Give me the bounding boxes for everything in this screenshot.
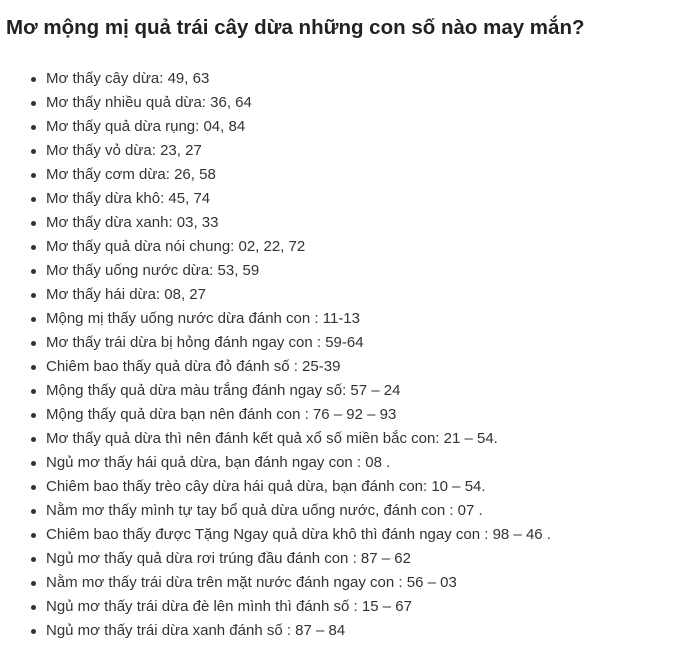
bullet-icon [31, 317, 36, 322]
list-item-text: Mơ thấy quả dừa thì nên đánh kết quả xổ số miền bắc con: 21 – 54. [46, 430, 498, 447]
bullet-icon [31, 77, 36, 82]
list-item [28, 571, 688, 595]
list-item-text: Chiêm bao thấy quả dừa đỏ đánh số : 25-39 [46, 358, 341, 375]
list-item [28, 307, 688, 331]
list-item [28, 259, 688, 283]
list-item [28, 283, 688, 307]
list-item [28, 427, 688, 451]
list-item-text: Mơ thấy hái dừa: 08, 27 [46, 286, 206, 303]
bullet-icon [31, 125, 36, 130]
bullet-icon [31, 557, 36, 562]
list-item-text: Mơ thấy quả dừa rụng: 04, 84 [46, 118, 246, 135]
list-item-text: Mơ thấy uống nước dừa: 53, 59 [46, 262, 260, 279]
bullet-icon [31, 149, 36, 154]
list-item [28, 451, 688, 475]
list-item-text: Ngủ mơ thấy hái quả dừa, bạn đánh ngay con : 08 . [46, 454, 391, 471]
bullet-icon [31, 581, 36, 586]
list-item [28, 547, 688, 571]
list-item [28, 235, 688, 259]
list-item-text: Mơ thấy dừa xanh: 03, 33 [46, 214, 219, 231]
list-item-text: Mộng thấy quả dừa bạn nên đánh con : 76 – 92 – 93 [46, 406, 397, 423]
bullet-icon [31, 437, 36, 442]
list-item-text: Mơ thấy trái dừa bị hỏng đánh ngay con : 59-64 [46, 334, 364, 351]
bullet-icon [31, 221, 36, 226]
list-item [28, 67, 688, 91]
list-item [28, 355, 688, 379]
list-item [28, 403, 688, 427]
list-item [28, 499, 688, 523]
list-item [28, 211, 688, 235]
list-item [28, 139, 688, 163]
list-item-text: Mộng mị thấy uống nước dừa đánh con : 11-13 [46, 310, 360, 327]
bullet-icon [31, 461, 36, 466]
bullet-icon [31, 173, 36, 178]
bullet-icon [31, 629, 36, 634]
list-item [28, 619, 688, 643]
list-item [28, 163, 688, 187]
list-item [28, 115, 688, 139]
bullet-icon [31, 413, 36, 418]
list-item [28, 331, 688, 355]
bullet-icon [31, 605, 36, 610]
bullet-icon [31, 389, 36, 394]
bullet-icon [31, 293, 36, 298]
list-item-text: Mơ thấy cơm dừa: 26, 58 [46, 166, 216, 183]
list-item [28, 91, 688, 115]
dream-number-list [6, 67, 688, 643]
list-item-text: Ngủ mơ thấy quả dừa rơi trúng đầu đánh con : 87 – 62 [46, 550, 411, 567]
article-title: Mơ mộng mị quả trái cây dừa những con số nào may mắn? [6, 16, 585, 39]
list-item [28, 475, 688, 499]
list-item-text: Mơ thấy dừa khô: 45, 74 [46, 190, 211, 207]
bullet-icon [31, 197, 36, 202]
list-item-text: Chiêm bao thấy được Tặng Ngay quả dừa khô thì đánh ngay con : 98 – 46 . [46, 526, 551, 543]
list-item-text: Nằm mơ thấy mình tự tay bổ quả dừa uống nước, đánh con : 07 . [46, 502, 483, 519]
list-item [28, 187, 688, 211]
bullet-icon [31, 245, 36, 250]
bullet-icon [31, 485, 36, 490]
list-item-text: Chiêm bao thấy trèo cây dừa hái quả dừa, bạn đánh con: 10 – 54. [46, 478, 486, 495]
list-item [28, 523, 688, 547]
bullet-icon [31, 269, 36, 274]
list-item-text: Mơ thấy quả dừa nói chung: 02, 22, 72 [46, 238, 306, 255]
bullet-icon [31, 365, 36, 370]
bullet-icon [31, 341, 36, 346]
list-item [28, 379, 688, 403]
bullet-icon [31, 509, 36, 514]
list-item-text: Mơ thấy vỏ dừa: 23, 27 [46, 142, 202, 159]
list-item-text: Nằm mơ thấy trái dừa trên mặt nước đánh ngay con : 56 – 03 [46, 574, 457, 591]
list-item-text: Mộng thấy quả dừa màu trắng đánh ngay số: 57 – 24 [46, 382, 401, 399]
list-item-text: Ngủ mơ thấy trái dừa đè lên mình thì đánh số : 15 – 67 [46, 598, 412, 615]
list-item [28, 595, 688, 619]
list-item-text: Ngủ mơ thấy trái dừa xanh đánh số : 87 – 84 [46, 622, 346, 639]
list-item-text: Mơ thấy cây dừa: 49, 63 [46, 70, 210, 87]
bullet-icon [31, 533, 36, 538]
bullet-icon [31, 101, 36, 106]
list-item-text: Mơ thấy nhiều quả dừa: 36, 64 [46, 94, 252, 111]
